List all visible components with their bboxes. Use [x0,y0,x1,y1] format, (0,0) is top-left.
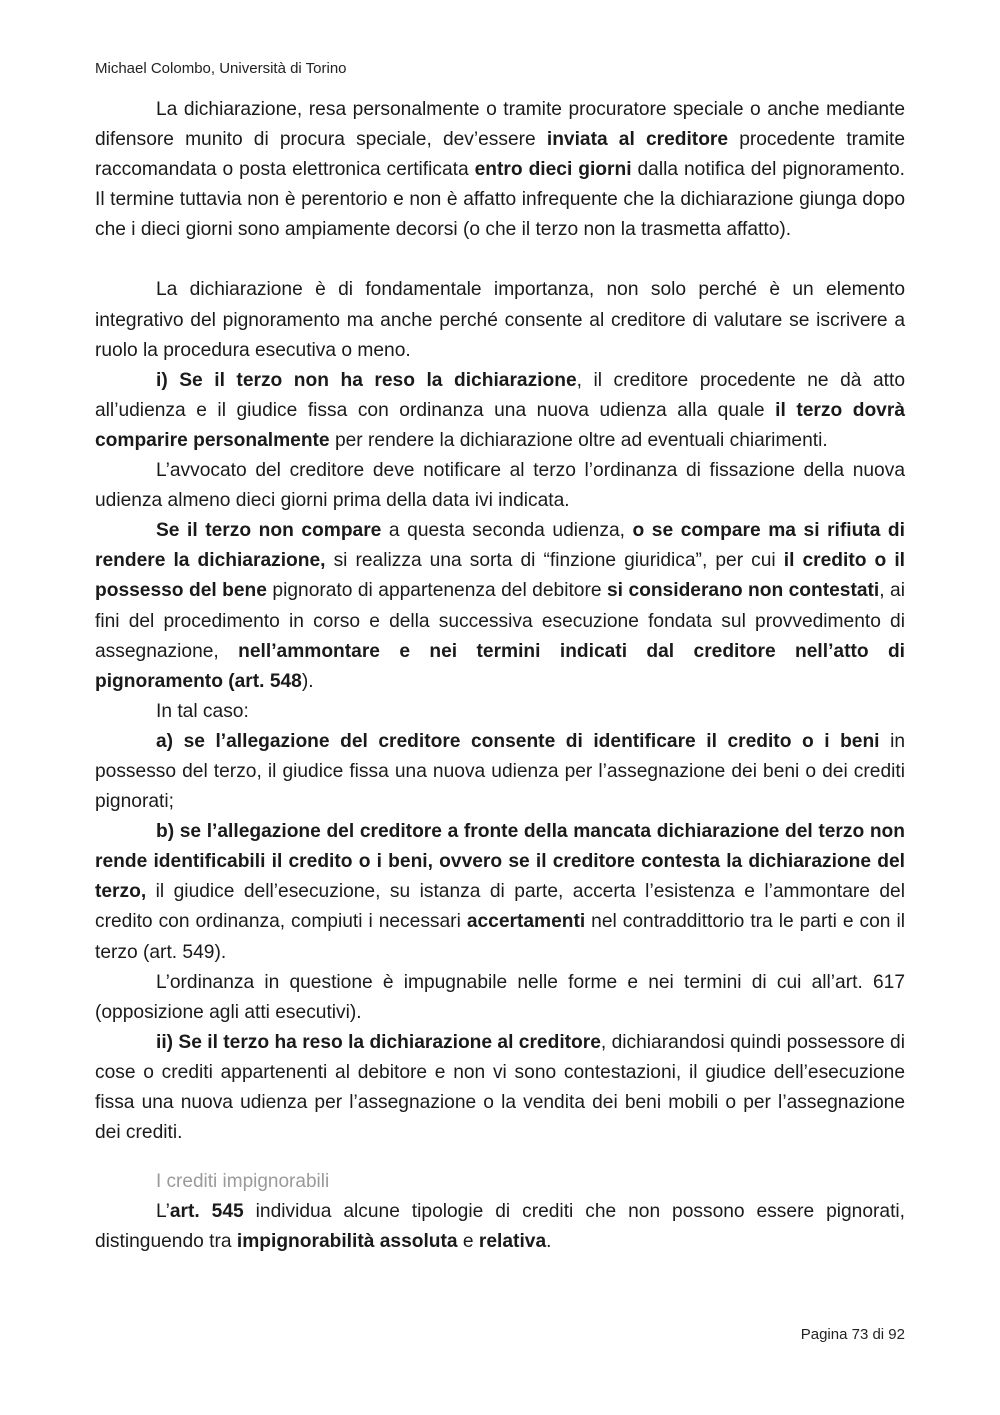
paragraph [95,697,905,727]
paragraph [95,1028,905,1148]
paragraph [95,727,905,817]
bold-text-run: ii) Se il terzo ha reso la dichiarazione al creditore [156,1031,601,1053]
text-run: ). [301,670,314,692]
bold-text-run: inviata al creditore [546,129,729,151]
text-run: La dichiarazione, resa personalmente o tramite procuratore speciale o anche mediante difensore munito di procura speciale, dev’essere [95,99,905,151]
bold-text-run: entro dieci giorni [474,159,632,181]
paragraph-spacer [95,245,905,275]
text-run: L’avvocato del creditore deve notificare al terzo l’ordinanza di fissazione della nuova udienza almeno dieci giorni prima della data ivi indicata. [95,460,905,512]
paragraph [95,275,905,365]
bold-text-run: il terzo dovrà comparire personalmente [95,399,905,451]
bold-text-run: nell’ammontare e nei termini indicati dal creditore nell’atto di pignoramento (art. 548 [95,640,906,692]
text-run: In tal caso: [156,700,249,722]
text-run: e [457,1231,479,1253]
paragraph [95,456,905,516]
document-body [95,95,905,1257]
text-run: individua alcune tipologie di crediti che non possono essere pignorati, distinguendo tra [95,1201,906,1253]
paragraph [95,366,905,456]
bold-text-run: relativa [478,1231,547,1253]
page-number: Pagina 73 di 92 [800,1326,905,1343]
bold-text-run: Se il terzo non compare [156,520,382,542]
paragraph [95,968,905,1028]
section-heading: I crediti impignorabili [156,1171,330,1193]
section-spacer [95,1148,905,1167]
bold-text-run: o se compare ma si rifiuta di rendere la dichiarazione, [95,520,905,572]
paragraph [95,1197,905,1257]
text-run: a questa seconda udienza, [381,520,633,542]
paragraph [95,817,905,967]
paragraph [95,95,905,245]
text-run: L’ [156,1201,170,1223]
text-run: dalla notifica del pignoramento. Il termine tuttavia non è perentorio e non è affatto infrequente che la dichiarazione giunga dopo che i dieci giorni sono ampiamente decorsi (o che il terzo non la trasmetta affatto). [95,159,905,241]
text-run: il giudice dell’esecuzione, su istanza di parte, accerta l’esistenza e l’ammontare del credito con ordinanza, compiuti i necessari [95,881,905,933]
text-run: in possesso del terzo, il giudice fissa una nuova udienza per l’assegnazione dei beni o dei crediti pignorati; [95,730,905,813]
bold-text-run: b) se l’allegazione del creditore a fronte della mancata dichiarazione del terzo non rende identificabili il credito o i beni, ovvero se il creditore contesta la dichiarazione del terzo, [95,821,905,903]
text-run: nel contraddittorio tra le parti e con il terzo (art. 549). [95,911,905,963]
bold-text-run: a) se l’allegazione del creditore consente di identificare il credito o i beni [156,730,880,752]
paragraph [95,516,905,697]
text-run: pignorato di appartenenza del debitore [266,580,607,602]
bold-text-run: i) Se il terzo non ha reso la dichiarazione [156,369,577,391]
text-run: , il creditore procedente ne dà atto all’udienza e il giudice fissa con ordinanza una nuova udienza alla quale [95,369,905,421]
bold-text-run: impignorabilità assoluta [236,1231,458,1253]
text-run: La dichiarazione è di fondamentale importanza, non solo perché è un elemento integrativo del pignoramento ma anche perché consente al creditore di valutare se iscrivere a ruolo la procedura esecutiva o meno. [95,279,905,361]
text-run: , ai fini del procedimento in corso e della successiva esecuzione fondata sul provvedimento di assegnazione, [95,580,905,662]
text-run: per rendere la dichiarazione oltre ad eventuali chiarimenti. [329,429,828,451]
bold-text-run: art. 545 [169,1201,244,1223]
bold-text-run: il credito o il possesso del bene [95,550,905,602]
bold-text-run: si considerano non contestati [606,580,880,602]
text-run: , dichiarandosi quindi possessore di cose o crediti appartenenti al debitore e non vi sono contestazioni, il giudice dell’esecuzione fissa una nuova udienza per l’assegnazione o la vendita dei beni mobili o per l’assegnazione dei crediti. [95,1031,905,1144]
text-run: procedente tramite raccomandata o posta elettronica certificata [95,129,905,181]
running-header: Michael Colombo, Università di Torino [95,60,347,77]
bold-text-run: accertamenti [466,911,586,933]
text-run: si realizza una sorta di “finzione giuridica”, per cui [325,550,784,572]
text-run: L’ordinanza in questione è impugnabile nelle forme e nei termini di cui all’art. 617 (opposizione agli atti esecutivi). [95,971,905,1023]
text-run: . [546,1231,552,1253]
